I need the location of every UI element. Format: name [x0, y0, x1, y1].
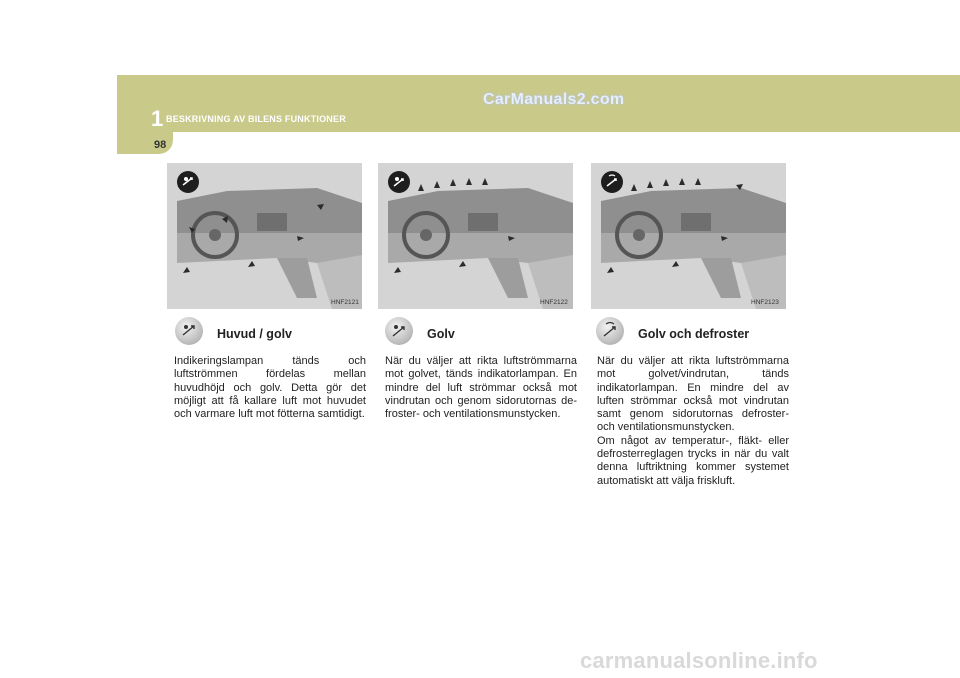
watermark-bottom: carmanualsonline.info: [580, 648, 818, 673]
mode-indicator-icon: [177, 171, 199, 193]
paragraph: När du väljer att rikta luftströmmarna mot golvet/vindrutan, tänds indikatorlampan. En mindre del av luften strömmar också mot vindrutan samt genom sidorutornas defroster- och ventilationsmunstycken.: [597, 355, 789, 434]
section-heading: Golv: [427, 327, 455, 341]
paragraph: Om något av temperatur-, fläkt- eller defrosterreglagen trycks in när du valt denna luftriktning kommer systemet automatiskt att välja friskluft.: [597, 434, 789, 487]
paragraph: När du väljer att rikta luftströmmarna mot golvet, tänds indikatorlampan. En mindre del luft strömmar också mot vindrutan och genom sidorutornas de-froster- och ventilationsmunstycken.: [385, 355, 577, 421]
section-heading: Golv och defroster: [638, 327, 750, 341]
watermark-top[interactable]: CarManuals2.com: [483, 91, 625, 108]
chapter-title: BESKRIVNING AV BILENS FUNKTIONER: [166, 114, 346, 124]
mode-button-icon: [385, 317, 413, 345]
chapter-number: 1: [151, 106, 164, 131]
section-heading: Huvud / golv: [217, 327, 292, 341]
header-band-lower: [117, 132, 960, 154]
figure-head-floor: [167, 163, 362, 309]
mode-indicator-icon: [388, 171, 410, 193]
mode-button-icon: [596, 317, 624, 345]
body-text: [174, 355, 366, 421]
figure-floor: [378, 163, 573, 309]
page-number: 98: [154, 139, 167, 151]
body-text: [597, 355, 789, 488]
figure-code: HNF2122: [540, 299, 568, 306]
figure-floor-defroster: [591, 163, 786, 309]
mode-indicator-icon: [601, 171, 623, 193]
figure-code: HNF2123: [751, 299, 779, 306]
mode-button-icon: [175, 317, 203, 345]
body-text: [385, 355, 577, 421]
paragraph: Indikeringslampan tänds och luftströmmen fördelas mellan huvudhöjd och golv. Detta gör det möjligt att få kallare luft mot huvudet och varmare luft mot fötterna samtidigt.: [174, 355, 366, 421]
figure-code: HNF2121: [331, 299, 359, 306]
